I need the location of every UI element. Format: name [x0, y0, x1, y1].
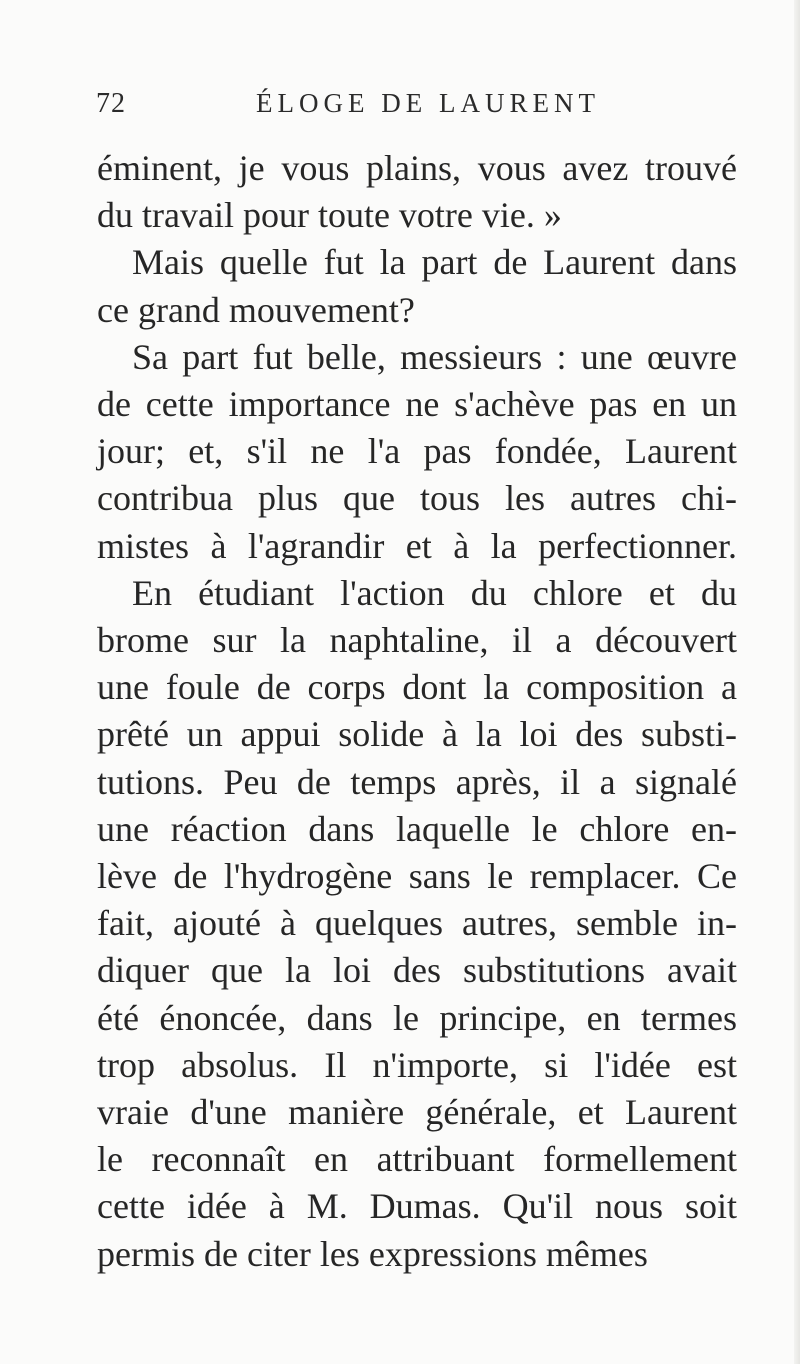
text-line: éminent, je vous plains, vous avez trouvé [97, 148, 737, 188]
text-line: diquer que la loi des substitutions avait [97, 950, 737, 991]
text-line: contribua plus que tous les autres chi- [97, 478, 737, 519]
body-text [97, 145, 737, 1278]
text-line: En étudiant l'action du chlore et du [132, 572, 737, 613]
running-head [96, 88, 746, 128]
text-line: permis de citer les expressions mêmes [97, 1233, 648, 1274]
text-line: jour; et, s'il ne l'a pas fondée, Laurent [97, 431, 737, 472]
text-line: été énoncée, dans le principe, en termes [97, 997, 737, 1038]
text-line: brome sur la naphtaline, il a découvert [97, 620, 737, 661]
text-line: mistes à l'agrandir et à la perfectionner. [97, 525, 737, 566]
text-line: trop absolus. Il n'importe, si l'idée est [97, 1044, 737, 1085]
text-line: du travail pour toute votre vie. » [97, 195, 562, 236]
text-line: de cette importance ne s'achève pas en un [97, 384, 737, 425]
text-line: Mais quelle fut la part de Laurent dans [132, 242, 737, 283]
text-line: vraie d'une manière générale, et Laurent [97, 1092, 737, 1133]
text-line: une réaction dans laquelle le chlore en- [97, 808, 737, 849]
text-line: cette idée à M. Dumas. Qu'il nous soit [97, 1186, 737, 1227]
text-line: prêté un appui solide à la loi des substi- [97, 714, 737, 755]
text-line: fait, ajouté à quelques autres, semble in- [97, 903, 737, 944]
text-line: lève de l'hydrogène sans le remplacer. Ce [97, 856, 737, 897]
running-head-title: ÉLOGE DE LAURENT [256, 88, 600, 118]
text-line: ce grand mouvement? [97, 289, 415, 330]
text-line: le reconnaît en attribuant formellement [97, 1139, 737, 1180]
page-number: 72 [96, 88, 126, 119]
text-line: une foule de corps dont la composition a [97, 667, 737, 708]
text-line: Sa part fut belle, messieurs : une œuvre [132, 336, 737, 377]
page-edge [794, 0, 800, 1364]
text-line: tutions. Peu de temps après, il a signalé [97, 761, 737, 802]
